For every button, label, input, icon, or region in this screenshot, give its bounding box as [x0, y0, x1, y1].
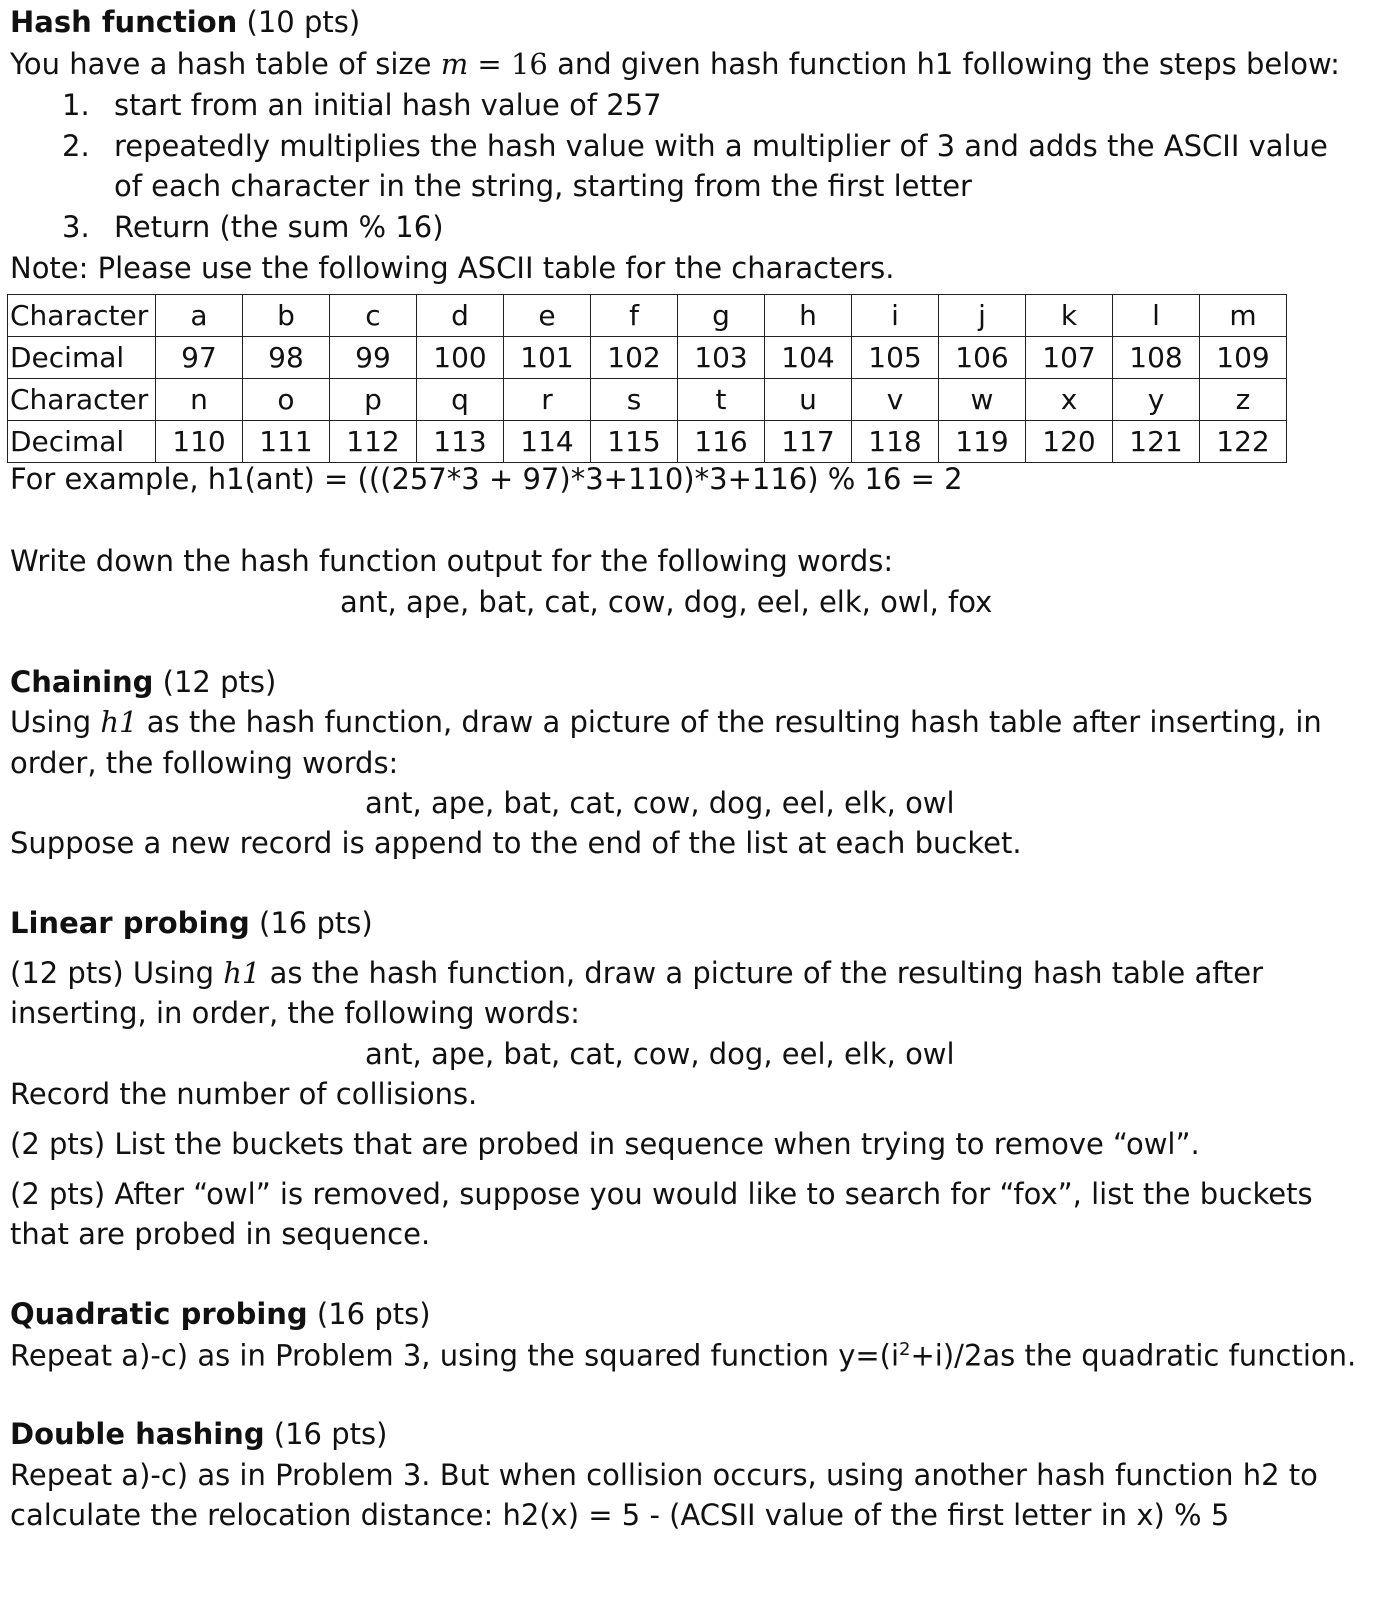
chaining-text	[10, 705, 1322, 739]
table-cell: i	[852, 295, 939, 337]
hash-function-heading	[10, 5, 361, 39]
table-cell: 122	[1200, 421, 1287, 463]
table-cell: z	[1200, 379, 1287, 421]
row-header-cell: Decimal	[8, 421, 156, 463]
linear-words: ant, ape, bat, cat, cow, dog, eel, elk, owl	[365, 1037, 955, 1071]
table-cell: m	[1200, 295, 1287, 337]
table-cell: t	[678, 379, 765, 421]
step-2-text: repeatedly multiplies the hash value with a multiplier of 3 and adds the ASCII value	[114, 129, 1328, 163]
table-cell: 119	[939, 421, 1026, 463]
chaining-text-a: Using	[10, 705, 101, 739]
step-2-text-cont: of each character in the string, starting from the first letter	[114, 169, 972, 203]
hash-intro	[10, 47, 1340, 81]
ascii-table	[7, 294, 1287, 463]
table-cell: 106	[939, 337, 1026, 379]
linear-heading	[10, 906, 373, 940]
table-row	[8, 337, 1287, 379]
table-cell: c	[330, 295, 417, 337]
linear-search: (2 pts) After “owl” is removed, suppose you would like to search for “fox”, list the buckets	[10, 1177, 1313, 1211]
table-cell: 118	[852, 421, 939, 463]
table-cell: 115	[591, 421, 678, 463]
section-points: (16 pts)	[307, 1297, 431, 1331]
quadratic-text-a: Repeat a)-c) as in Problem 3, using the squared function y=(i	[10, 1338, 900, 1373]
table-cell: l	[1113, 295, 1200, 337]
intro-text-rest: and given hash function h1 following the steps below:	[547, 47, 1340, 81]
table-cell: u	[765, 379, 852, 421]
table-cell: w	[939, 379, 1026, 421]
table-row	[8, 421, 1287, 463]
quadratic-text-b: +i)/2as the quadratic function.	[910, 1338, 1357, 1373]
table-cell: 98	[243, 337, 330, 379]
table-cell: 114	[504, 421, 591, 463]
chaining-heading	[10, 665, 277, 699]
table-cell: 112	[330, 421, 417, 463]
table-cell: 107	[1026, 337, 1113, 379]
table-cell: 99	[330, 337, 417, 379]
table-cell: e	[504, 295, 591, 337]
double-heading	[10, 1417, 388, 1451]
table-cell: h	[765, 295, 852, 337]
table-cell: f	[591, 295, 678, 337]
superscript: 2	[899, 1339, 911, 1360]
table-row	[8, 295, 1287, 337]
linear-text	[10, 956, 1264, 990]
chaining-text-b: as the hash function, draw a picture of the resulting hash table after inserting, in	[137, 705, 1322, 739]
words-list: ant, ape, bat, cat, cow, dog, eel, elk, owl, fox	[340, 585, 993, 619]
quadratic-heading	[10, 1297, 431, 1331]
double-text-cont: calculate the relocation distance: h2(x) = 5 - (ACSII value of the first letter in x) % 5	[10, 1498, 1230, 1532]
step-number: 1.	[62, 88, 90, 122]
section-points: (12 pts)	[153, 665, 277, 699]
row-header-cell: Character	[8, 379, 156, 421]
section-points: (16 pts)	[249, 906, 373, 940]
table-cell: y	[1113, 379, 1200, 421]
ascii-note: Note: Please use the following ASCII table for the characters.	[10, 251, 895, 285]
h1-variable: h1	[223, 956, 261, 990]
intro-text: You have a hash table of size	[10, 47, 441, 81]
section-points: (16 pts)	[264, 1417, 388, 1451]
table-cell: 113	[417, 421, 504, 463]
table-cell: 105	[852, 337, 939, 379]
hash-example: For example, h1(ant) = (((257*3 + 97)*3+110)*3+116) % 16 = 2	[10, 462, 963, 496]
table-cell: 117	[765, 421, 852, 463]
section-title: Hash function	[10, 5, 238, 39]
table-cell: a	[156, 295, 243, 337]
table-cell: p	[330, 379, 417, 421]
table-cell: g	[678, 295, 765, 337]
table-cell: d	[417, 295, 504, 337]
table-cell: j	[939, 295, 1026, 337]
m-variable: m	[440, 47, 469, 81]
section-points: (10 pts)	[237, 5, 361, 39]
chaining-text-cont: order, the following words:	[10, 746, 399, 780]
step-3: 3.	[62, 210, 90, 244]
table-cell: 102	[591, 337, 678, 379]
linear-search-cont: that are probed in sequence.	[10, 1217, 431, 1251]
table-cell: 104	[765, 337, 852, 379]
table-cell: 110	[156, 421, 243, 463]
table-cell: 100	[417, 337, 504, 379]
linear-remove: (2 pts) List the buckets that are probed in sequence when trying to remove “owl”.	[10, 1127, 1200, 1161]
table-cell: x	[1026, 379, 1113, 421]
section-title: Chaining	[10, 665, 154, 699]
double-text: Repeat a)-c) as in Problem 3. But when collision occurs, using another hash function h2 to	[10, 1458, 1318, 1492]
table-cell: k	[1026, 295, 1113, 337]
linear-text-cont: inserting, in order, the following words:	[10, 996, 580, 1030]
words-prompt: Write down the hash function output for the following words:	[10, 544, 894, 578]
table-cell: 109	[1200, 337, 1287, 379]
table-cell: 103	[678, 337, 765, 379]
step-3-text: Return (the sum % 16)	[114, 210, 444, 244]
table-cell: 116	[678, 421, 765, 463]
table-cell: n	[156, 379, 243, 421]
table-cell: v	[852, 379, 939, 421]
table-cell: r	[504, 379, 591, 421]
section-title: Quadratic probing	[10, 1297, 308, 1331]
chaining-suppose: Suppose a new record is append to the end of the list at each bucket.	[10, 826, 1022, 860]
table-cell: 108	[1113, 337, 1200, 379]
row-header-cell: Character	[8, 295, 156, 337]
table-cell: q	[417, 379, 504, 421]
section-title: Linear probing	[10, 906, 250, 940]
h1-variable: h1	[100, 705, 138, 739]
table-cell: 101	[504, 337, 591, 379]
step-1-text: start from an initial hash value of 257	[114, 88, 662, 122]
table-cell: b	[243, 295, 330, 337]
table-cell: o	[243, 379, 330, 421]
table-cell: 111	[243, 421, 330, 463]
quadratic-text	[10, 1338, 1357, 1373]
chaining-words: ant, ape, bat, cat, cow, dog, eel, elk, owl	[365, 786, 955, 820]
linear-text-a: (12 pts) Using	[10, 956, 224, 990]
linear-collisions: Record the number of collisions.	[10, 1077, 478, 1111]
section-title: Double hashing	[10, 1417, 265, 1451]
table-cell: 120	[1026, 421, 1113, 463]
step-1	[62, 88, 90, 122]
row-header-cell: Decimal	[8, 337, 156, 379]
m-value: = 16	[468, 47, 548, 81]
linear-text-b: as the hash function, draw a picture of the resulting hash table after	[260, 956, 1264, 990]
table-cell: 97	[156, 337, 243, 379]
table-cell: 121	[1113, 421, 1200, 463]
table-cell: s	[591, 379, 678, 421]
table-row	[8, 379, 1287, 421]
step-2: 2.	[62, 129, 90, 163]
